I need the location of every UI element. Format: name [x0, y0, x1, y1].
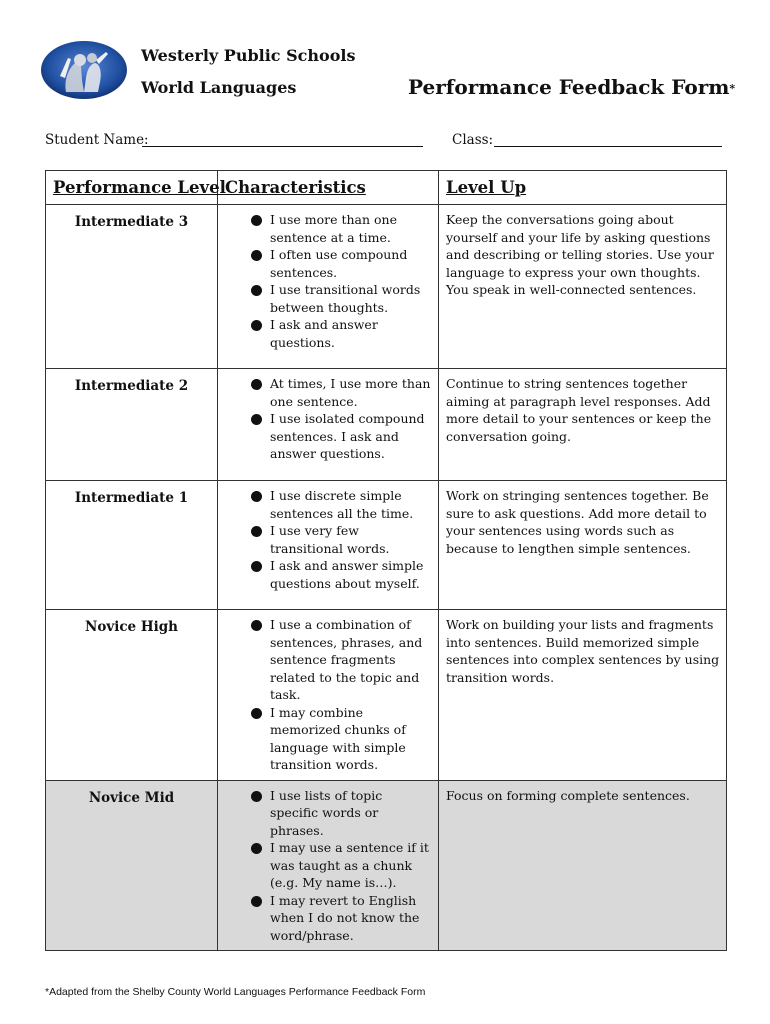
- bullet-icon: [251, 791, 262, 802]
- bullet-icon: [251, 491, 262, 502]
- characteristic-text: I may combine memorized chunks of language with simple transition words.: [270, 704, 406, 772]
- header-level-up: Level Up: [439, 171, 727, 205]
- characteristics-cell: [218, 610, 439, 781]
- bullet-icon: [251, 526, 262, 537]
- form-title-text: Performance Feedback Form: [408, 75, 730, 99]
- bullet-icon: [251, 896, 262, 907]
- class-label: Class:: [452, 132, 494, 148]
- level-name: Intermediate 1: [46, 481, 218, 610]
- student-name-field[interactable]: [142, 146, 423, 147]
- list-item: [218, 375, 434, 410]
- list-item: [218, 522, 434, 557]
- school-logo: [40, 40, 128, 100]
- level-up-text: Keep the conversations going about yourself and your life by asking questions and describing or telling stories. Use your language to express your own thoughts. You speak in well-connected sentences.: [439, 205, 727, 369]
- characteristics-list: [218, 616, 434, 774]
- characteristic-text: I use lists of topic specific words or phrases.: [270, 787, 383, 838]
- characteristic-text: I use more than one sentence at a time.: [270, 212, 397, 245]
- list-item: [218, 787, 434, 840]
- list-item: [218, 839, 434, 892]
- level-up-text: Work on stringing sentences together. Be sure to ask questions. Add more detail to your sentences using words such as because to lengthen simple sentences.: [439, 481, 727, 610]
- characteristic-text: I use very few transitional words.: [270, 523, 390, 556]
- characteristic-text: I often use compound sentences.: [270, 247, 408, 280]
- form-title: [408, 75, 735, 99]
- characteristic-text: I may revert to English when I do not know the word/phrase.: [270, 892, 420, 943]
- bullet-icon: [251, 414, 262, 425]
- level-up-text: Focus on forming complete sentences.: [439, 780, 727, 951]
- bullet-icon: [251, 620, 262, 631]
- title-footnote-mark: *: [729, 82, 736, 95]
- bullet-icon: [251, 561, 262, 572]
- level-name: Intermediate 3: [46, 205, 218, 369]
- characteristics-cell: [218, 780, 439, 951]
- class-field[interactable]: [494, 146, 722, 147]
- characteristics-list: [218, 487, 434, 592]
- bullet-icon: [251, 320, 262, 331]
- bullet-icon: [251, 379, 262, 390]
- bullet-icon: [251, 843, 262, 854]
- characteristic-text: I ask and answer questions.: [270, 317, 378, 350]
- list-item: [218, 316, 434, 351]
- characteristic-text: I use discrete simple sentences all the time.: [270, 488, 414, 521]
- list-item: [218, 246, 434, 281]
- table-row: [46, 205, 727, 369]
- header-performance-level: Performance Level: [46, 171, 218, 205]
- characteristic-text: I ask and answer simple questions about myself.: [270, 558, 424, 591]
- characteristics-cell: [218, 481, 439, 610]
- bullet-icon: [251, 708, 262, 719]
- level-name: Novice High: [46, 610, 218, 781]
- list-item: [218, 211, 434, 246]
- characteristics-list: [218, 787, 434, 945]
- footnote: *Adapted from the Shelby County World Languages Performance Feedback Form: [45, 986, 426, 998]
- characteristics-list: [218, 375, 434, 463]
- header-characteristics: Characteristics: [218, 171, 439, 205]
- list-item: [218, 892, 434, 945]
- level-up-text: Continue to string sentences together aiming at paragraph level responses. Add more detail to your sentences or keep the conversation going.: [439, 369, 727, 481]
- bullet-icon: [251, 250, 262, 261]
- bullet-icon: [251, 215, 262, 226]
- characteristics-list: [218, 211, 434, 351]
- level-name: Intermediate 2: [46, 369, 218, 481]
- table-header-row: [46, 171, 727, 205]
- department-name: World Languages: [141, 78, 297, 97]
- table-row-highlighted: [46, 780, 727, 951]
- level-up-text: Work on building your lists and fragments into sentences. Build memorized simple sentences into complex sentences by using transition words.: [439, 610, 727, 781]
- characteristics-cell: [218, 369, 439, 481]
- characteristic-text: I use a combination of sentences, phrases, and sentence fragments related to the topic and task.: [270, 617, 423, 702]
- level-name: Novice Mid: [46, 780, 218, 951]
- table-row: [46, 369, 727, 481]
- characteristic-text: I use transitional words between thoughts.: [270, 282, 421, 315]
- performance-table: [45, 170, 727, 951]
- list-item: [218, 281, 434, 316]
- characteristic-text: At times, I use more than one sentence.: [270, 376, 431, 409]
- list-item: [218, 487, 434, 522]
- bullet-icon: [251, 285, 262, 296]
- characteristic-text: I may use a sentence if it was taught as a chunk (e.g. My name is…).: [270, 840, 429, 890]
- characteristic-text: I use isolated compound sentences. I ask and answer questions.: [270, 411, 425, 461]
- school-name: Westerly Public Schools: [141, 46, 356, 65]
- list-item: [218, 557, 434, 592]
- table-row: [46, 610, 727, 781]
- student-name-label: Student Name:: [45, 132, 149, 148]
- characteristics-cell: [218, 205, 439, 369]
- list-item: [218, 616, 434, 704]
- list-item: [218, 410, 434, 463]
- list-item: [218, 704, 434, 774]
- table-row: [46, 481, 727, 610]
